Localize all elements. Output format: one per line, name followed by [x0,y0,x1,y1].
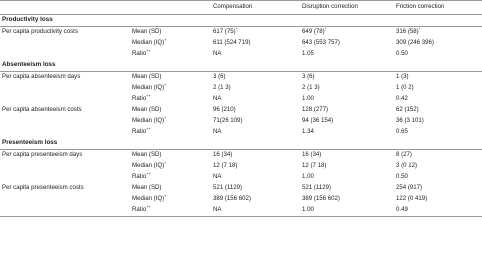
disruption-value [302,161,396,172]
row-statistic-text: Mean (SD) [132,28,162,36]
row-statistic [132,49,213,60]
row-statistic-text: Mean (SD) [132,151,162,159]
table-row [0,83,482,94]
friction-value-text: 3 (0 12) [396,162,418,170]
friction-value-text: 36 (3 101) [396,117,424,125]
table-row [0,116,482,127]
row-statistic [132,161,213,172]
row-statistic-text: Mean (SD) [132,73,162,81]
friction-value [396,72,482,84]
section-title: Productivity loss [0,15,482,27]
row-statistic [132,83,213,94]
section-header-row [0,60,482,72]
row-label-text: Per capita presenteeism days [2,151,83,159]
friction-value [396,83,482,94]
row-statistic [132,72,213,84]
friction-value-text: 62 (152) [396,106,419,114]
friction-value-text: 316 (58) [396,28,419,36]
row-label [0,49,132,60]
disruption-value [302,183,396,194]
row-statistic-text: Ratio [132,128,147,136]
disruption-value [302,205,396,217]
row-statistic-footnote-mark: ++ [146,205,151,209]
row-label [0,161,132,172]
row-label [0,72,132,84]
row-statistic [132,172,213,183]
disruption-value-footnote-mark: * [324,26,327,31]
table-row [0,27,482,39]
compensation-value-text: 71(26 109) [213,117,243,125]
row-statistic [132,127,213,138]
table-row [0,183,482,194]
compensation-value-text: NA [213,50,222,58]
disruption-value [302,27,396,39]
row-statistic [132,27,213,39]
disruption-value [302,127,396,138]
disruption-value [302,194,396,205]
compensation-value-text: 96 (210) [213,106,236,114]
section-title: Presenteeism loss [0,138,482,150]
row-label [0,183,132,194]
compensation-value-text: 2 (1 3) [213,84,231,92]
compensation-value-text: 611 (524 719) [213,39,251,47]
header-friction-correction: Friction correction [396,1,482,15]
row-statistic-text: Ratio [132,95,147,103]
compensation-value [213,161,302,172]
friction-value [396,150,482,162]
friction-value-text: 122 (0 419) [396,195,428,203]
friction-value [396,183,482,194]
header-stat [132,1,213,15]
friction-value [396,116,482,127]
disruption-value-text: 389 (156 602) [302,195,340,203]
disruption-value-text: 643 (553 757) [302,39,340,47]
compensation-value [213,150,302,162]
disruption-value-text: 16 (34) [302,151,322,159]
compensation-value-text: NA [213,206,222,214]
row-label [0,172,132,183]
friction-value [396,49,482,60]
compensation-value [213,127,302,138]
row-statistic-text: Median (IQ) [132,39,165,47]
row-statistic-footnote-mark: + [164,116,167,120]
compensation-value [213,105,302,116]
section-header-row [0,138,482,150]
header-label [0,1,132,15]
row-label-text: Per capita presenteeism costs [2,184,84,192]
row-label [0,27,132,39]
header-row [0,1,482,15]
row-statistic-text: Ratio [132,206,147,214]
row-statistic-footnote-mark: + [164,38,167,42]
table-row [0,72,482,84]
disruption-value [302,72,396,84]
compensation-value-text: 3 (6) [213,73,226,81]
disruption-value-text: 3 (6) [302,73,315,81]
compensation-value [213,38,302,49]
compensation-value [213,183,302,194]
section-header-row [0,15,482,27]
friction-value-text: 1 (3) [396,73,409,81]
friction-value [396,205,482,217]
disruption-value [302,116,396,127]
row-label-text: Per capita absenteeism costs [2,106,82,114]
table-row [0,105,482,116]
friction-value [396,94,482,105]
friction-value-text: 309 (246 396) [396,39,434,47]
disruption-value-text: 128 (277) [302,106,329,114]
row-statistic-text: Ratio [132,173,147,181]
table-row [0,38,482,49]
table-row [0,172,482,183]
disruption-value-text: 521 (1129) [302,184,332,192]
row-statistic-footnote-mark: + [164,83,167,87]
table-row [0,127,482,138]
row-label [0,127,132,138]
row-label [0,105,132,116]
disruption-value-text: 649 (78) [302,28,325,36]
table-row [0,194,482,205]
table-row [0,205,482,217]
compensation-value [213,205,302,217]
row-statistic-text: Median (IQ) [132,84,165,92]
compensation-value [213,49,302,60]
row-label [0,94,132,105]
friction-value-text: 254 (917) [396,184,423,192]
disruption-value-text: 1.00 [302,206,314,214]
compensation-value-text: 521 (1129) [213,184,243,192]
row-statistic [132,116,213,127]
header-compensation: Compensation [213,1,302,15]
compensation-value [213,116,302,127]
compensation-value-text: NA [213,173,222,181]
friction-value [396,161,482,172]
row-statistic-text: Mean (SD) [132,106,162,114]
header-disruption-correction: Disruption correction [302,1,396,15]
friction-value-text: 0.50 [396,173,408,181]
row-statistic-text: Median (IQ) [132,162,165,170]
disruption-value-text: 1.05 [302,50,314,58]
row-statistic [132,105,213,116]
friction-value [396,105,482,116]
row-label-text: Per capita absenteeism days [2,73,81,81]
compensation-value [213,83,302,94]
compensation-value-text: 389 (156 602) [213,195,251,203]
disruption-value [302,172,396,183]
row-label [0,194,132,205]
compensation-value-text: 12 (7 18) [213,162,238,170]
compensation-value-footnote-mark: * [235,26,238,31]
compensation-value-text: 617 (75) [213,28,236,36]
friction-value-text: 1 (0 2) [396,84,414,92]
row-label-text: Per capita productivity costs [2,28,78,36]
disruption-value [302,38,396,49]
table-row [0,161,482,172]
disruption-value-text: 2 (1 3) [302,84,320,92]
row-statistic [132,194,213,205]
row-statistic-footnote-mark: ++ [146,94,151,98]
table-body [0,15,482,217]
row-statistic [132,205,213,217]
compensation-value-text: NA [213,95,222,103]
row-statistic-text: Median (IQ) [132,195,165,203]
row-statistic [132,183,213,194]
friction-value [396,27,482,39]
disruption-value [302,150,396,162]
friction-value [396,38,482,49]
table-row [0,94,482,105]
row-label [0,150,132,162]
row-statistic-footnote-mark: + [164,194,167,198]
disruption-value [302,94,396,105]
row-statistic [132,94,213,105]
disruption-value-text: 12 (7 18) [302,162,327,170]
friction-value-text: 0.50 [396,50,408,58]
disruption-value [302,83,396,94]
row-statistic-text: Ratio [132,50,147,58]
friction-value [396,194,482,205]
table-row [0,150,482,162]
friction-value [396,172,482,183]
friction-value-text: 0.42 [396,95,408,103]
compensation-value-text: NA [213,128,222,136]
compensation-value [213,27,302,39]
row-label [0,83,132,94]
row-label [0,205,132,217]
row-statistic-text: Median (IQ) [132,117,165,125]
disruption-value-text: 94 (36 154) [302,117,334,125]
friction-value-text: 0.65 [396,128,408,136]
friction-value-text: 8 (27) [396,151,412,159]
row-label [0,116,132,127]
disruption-value [302,105,396,116]
table-row [0,49,482,60]
disruption-value [302,49,396,60]
row-statistic-footnote-mark: + [164,161,167,165]
row-statistic-footnote-mark: ++ [146,49,151,53]
disruption-value-text: 1.00 [302,95,314,103]
compensation-value [213,94,302,105]
compensation-value-text: 16 (34) [213,151,233,159]
row-statistic-footnote-mark: ++ [146,127,151,131]
friction-value-footnote-mark: * [418,26,421,31]
row-label [0,38,132,49]
row-statistic-text: Mean (SD) [132,184,162,192]
disruption-value-text: 1.34 [302,128,314,136]
row-statistic [132,38,213,49]
compensation-value [213,72,302,84]
compensation-value [213,172,302,183]
disruption-value-text: 1.00 [302,173,314,181]
friction-value-text: 0.49 [396,206,408,214]
friction-value [396,127,482,138]
section-title: Absenteeism loss [0,60,482,72]
row-statistic-footnote-mark: ++ [146,172,151,176]
row-statistic [132,150,213,162]
compensation-value [213,194,302,205]
